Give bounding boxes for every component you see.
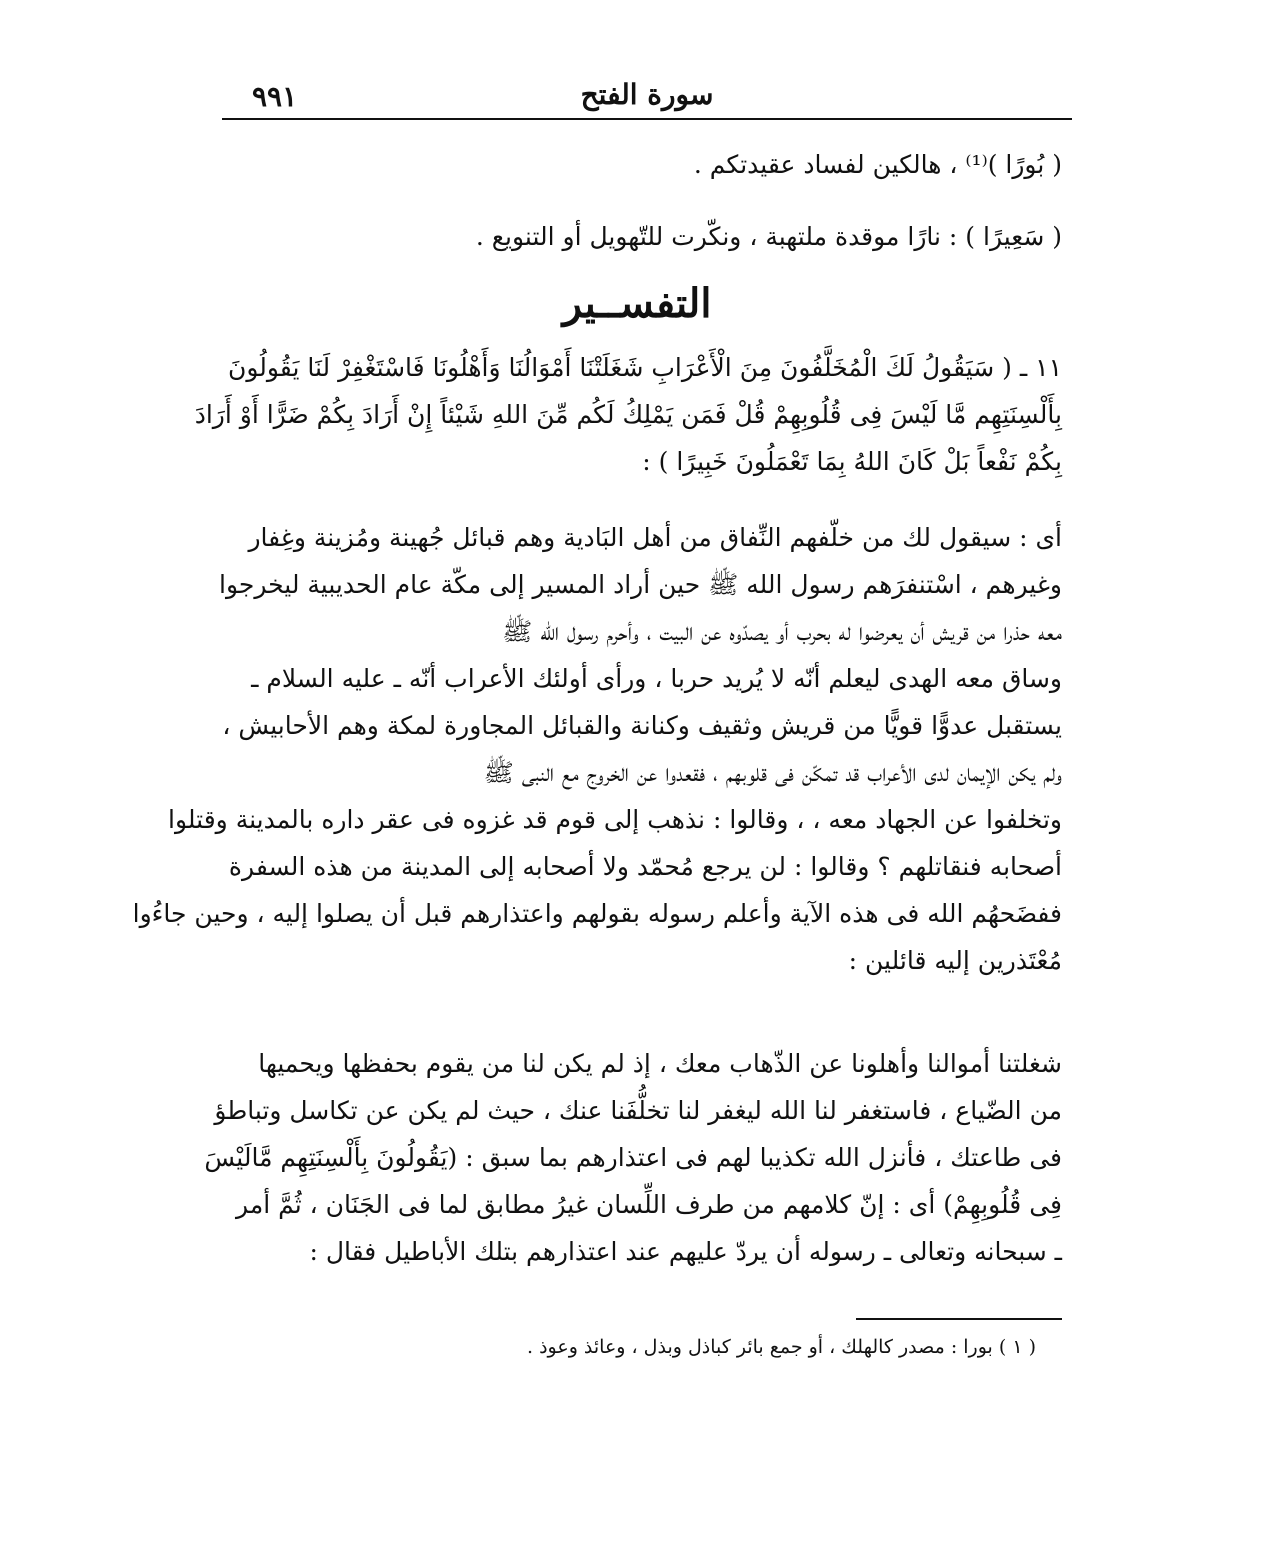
commentary-paragraph-1 bbox=[132, 514, 1062, 984]
paragraph-line: وغيرهم ، اسْتنفرَهم رسول الله ﷺ حين أراد المسير إلى مكّة عام الحديبية ليخرجوا bbox=[219, 570, 1062, 599]
glossary-entry: ( سَعِيرًا ) : نارًا موقدة ملتهبة ، ونكّرت للتّهويل أو التنويع . bbox=[475, 222, 1062, 251]
paragraph-line: أى : سيقول لك من خلّفهم النِّفاق من أهل البَادية وهم قبائل جُهينة ومُزينة وغِفار bbox=[248, 523, 1062, 552]
paragraph-line: من الضّياع ، فاستغفر لنا الله ليغفر لنا تخلُّفَنا عنك ، حيث لم يكن عن تكاسل وتباطؤ bbox=[214, 1096, 1062, 1125]
verse-line: ١١ ـ ( سَيَقُولُ لَكَ الْمُخَلَّفُونَ مِنَ الْأَعْرَابِ شَغَلَتْنَا أَمْوَالُنَا وَأَهْلُونَا فَاسْتَغْفِرْ لَنَا يَقُولُونَ bbox=[227, 353, 1062, 382]
paragraph-line: يستقبل عدوًّا قويًّا من قريش وثقيف وكنانة والقبائل المجاورة لمكة وهم الأحابيش ، bbox=[222, 711, 1062, 740]
paragraph-line: فى طاعتك ، فأنزل الله تكذيبا لهم فى اعتذارهم بما سبق : (يَقُولُونَ بِأَلْسِنَتِهِم مَّالَيْسَ bbox=[204, 1143, 1062, 1172]
paragraph-line: وساق معه الهدى ليعلم أنّه لا يُريد حربا ، ورأى أولئك الأعراب أنّه ـ عليه السلام ـ bbox=[251, 664, 1062, 693]
paragraph-line: ـ سبحانه وتعالى ـ رسوله أن يردّ عليهم عند اعتذارهم بتلك الأباطيل فقال : bbox=[309, 1237, 1062, 1266]
paragraph-line: شغلتنا أموالنا وأهلونا عن الذّهاب معك ، إذ لم يكن لنا من يقوم بحفظها ويحميها bbox=[258, 1049, 1062, 1078]
surah-title: سورة الفتح bbox=[580, 78, 714, 111]
page-header bbox=[222, 72, 1072, 118]
paragraph-line: أصحابه فنقاتلهم ؟ وقالوا : لن يرجع مُحمّد ولا أصحابه إلى المدينة من هذه السفرة bbox=[228, 852, 1062, 881]
verse-line: بِكُمْ نَفْعاً بَلْ كَانَ اللهُ بِمَا تَعْمَلُونَ خَبِيرًا ) : bbox=[642, 447, 1062, 476]
header-rule bbox=[222, 118, 1072, 120]
paragraph-line: وتخلفوا عن الجهاد معه ، ، وقالوا : نذهب إلى قوم قد غزوه فى عقر داره بالمدينة وقتلوا bbox=[168, 805, 1062, 834]
glossary-entry: ( بُورًا )⁽¹⁾ ، هالكين لفساد عقيدتكم . bbox=[693, 150, 1062, 179]
paragraph-line: ففضَحهُم الله فى هذه الآية وأعلم رسوله بقولهم واعتذارهم قبل أن يصلوا إليه ، وحين جاءُوا bbox=[132, 899, 1062, 928]
footnote-rule bbox=[856, 1318, 1062, 1320]
footnote: ( ١ ) بورا : مصدر كالهلك ، أو جمع بائر كباذل وبذل ، وعائذ وعوذ . bbox=[527, 1336, 1036, 1358]
page-number: ٩٩١ bbox=[252, 80, 298, 113]
verse-line: بِأَلْسِنَتِهِم مَّا لَيْسَ فِى قُلُوبِهِمْ قُلْ فَمَن يَمْلِكُ لَكُم مِّنَ اللهِ شَيْئاً إِنْ أَرَادَ بِكُمْ ضَرًّا أَوْ أَرَادَ bbox=[194, 400, 1062, 429]
paragraph-line: ولم يكن الإيمان لدى الأعراب قد تمكّن فى قلوبهم ، فقعدوا عن الخروج مع النبى ﷺ bbox=[483, 758, 1062, 787]
paragraph-line: مُعْتَذرين إليه قائلين : bbox=[848, 946, 1062, 975]
paragraph-line: فِى قُلُوبِهِمْ) أى : إنّ كلامهم من طرف اللِّسان غيرُ مطابق لما فى الجَنَان ، ثُمَّ أمر bbox=[236, 1190, 1062, 1219]
section-title: التفســير bbox=[562, 280, 712, 327]
verse-block bbox=[194, 344, 1062, 485]
commentary-paragraph-2 bbox=[204, 1040, 1062, 1275]
paragraph-line: معه حذرا من قريش أن يعرضوا له بحرب أو يصدّوه عن البيت ، وأحرم رسول الله ﷺ bbox=[502, 617, 1062, 646]
